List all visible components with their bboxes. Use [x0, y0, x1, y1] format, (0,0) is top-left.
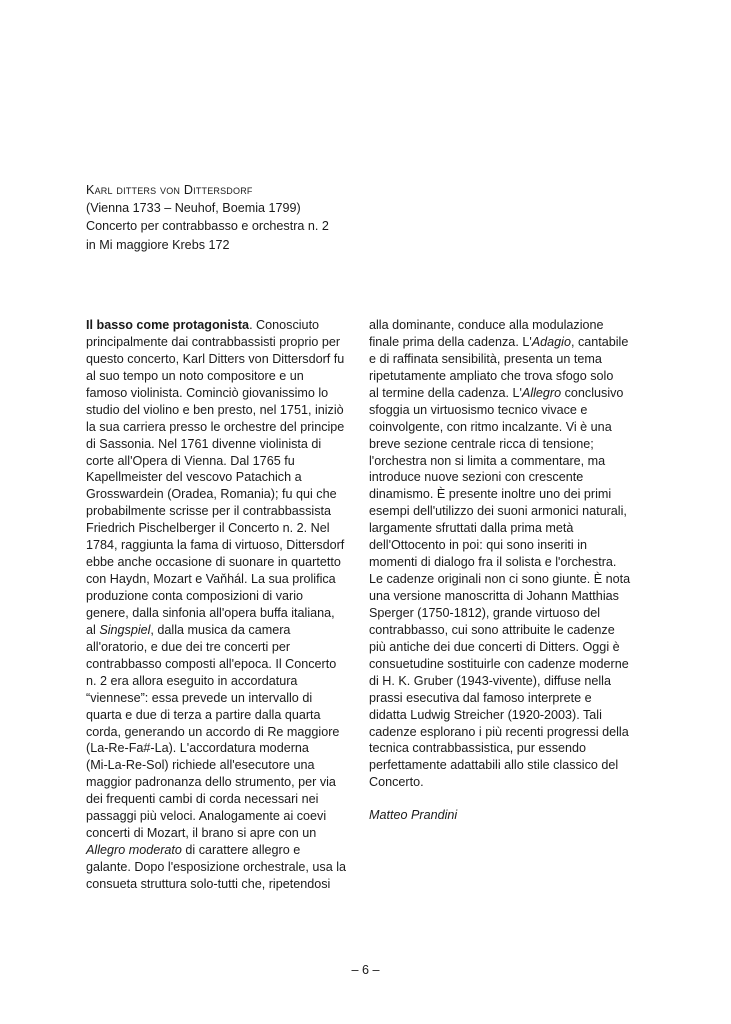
- italic-term: Allegro: [521, 385, 562, 400]
- text-line: principalmente dai contrabbassisti proprio per: [86, 334, 341, 349]
- italic-term: Adagio: [531, 334, 571, 349]
- text-line: e di raffinata sensibilità, presenta un tema: [369, 351, 602, 366]
- composer-name: [86, 181, 486, 199]
- italic-term: Singspiel: [99, 622, 151, 637]
- text-line: di H. K. Gruber (1943-vivente), diffuse nella: [369, 673, 611, 688]
- work-header: [86, 181, 486, 254]
- text-line: Sperger (1750-1812), grande virtuoso del: [369, 605, 601, 620]
- text-line: genere, dalla sinfonia all'opera buffa italiana,: [86, 605, 335, 620]
- text-line: più antiche dei due concerti di Ditters. Oggi è: [369, 639, 620, 654]
- text-line: con Haydn, Mozart e Vaňhál. La sua prolifica: [86, 572, 336, 587]
- right-column: [369, 317, 647, 824]
- section-heading: Il basso come protagonista: [86, 318, 250, 332]
- left-column: [86, 317, 358, 893]
- text-line: al suo tempo un noto compositore e un: [86, 368, 304, 383]
- text-line: Le cadenze originali non ci sono giunte. È nota: [369, 572, 631, 587]
- text-line: sfoggia un virtuosismo tecnico vivace e: [369, 402, 588, 417]
- text-line: cadenze esplorano i più recenti progressi della: [369, 724, 629, 739]
- text-line: probabilmente scrisse per il contrabbassista: [86, 504, 331, 519]
- text-line: studio del violino e ben presto, nel 1751, iniziò: [86, 402, 344, 417]
- text-line: esempi dell'utilizzo dei suoni armonici naturali,: [369, 504, 627, 519]
- text-line: quarta e due di terza a partire dalla quarta: [86, 707, 321, 722]
- text-line: di Sassonia. Nel 1761 divenne violinista di: [86, 436, 322, 451]
- text-line: al termine della cadenza. L'Allegro conclusivo: [369, 385, 624, 400]
- text-line: concerti di Mozart, il brano si apre con un: [86, 826, 317, 841]
- text-line: Il basso come protagonista. Conosciuto: [86, 318, 320, 332]
- text-line: tecnica contrabbassistica, pur essendo: [369, 741, 587, 756]
- text-line: 1784, raggiunta la fama di virtuoso, Dittersdorf: [86, 538, 345, 553]
- text-line: dei frequenti cambi di corda necessari nei: [86, 792, 319, 807]
- text-line: introduce nuove sezioni con crescente: [369, 470, 584, 485]
- work-title-line-1: Concerto per contrabbasso e orchestra n. 2: [86, 219, 329, 234]
- text-line: Allegro moderato di carattere allegro e: [86, 843, 301, 858]
- text-line: famoso violinista. Cominciò giovanissimo lo: [86, 385, 329, 400]
- text-line: Friedrich Pischelberger il Concerto n. 2. Nel: [86, 521, 330, 536]
- text-line: alla dominante, conduce alla modulazione: [369, 318, 604, 332]
- italic-term: Allegro moderato: [86, 843, 182, 858]
- text-line: momenti di dialogo fra il solista e l'orchestra.: [369, 555, 617, 570]
- page-number: – 6 –: [351, 963, 380, 977]
- text-line: consuetudine sostituirle con cadenze moderne: [369, 656, 629, 671]
- text-line: didatta Ludwig Streicher (1920-2003). Tali: [369, 707, 602, 722]
- text-line: Kapellmeister del vescovo Patachich a: [86, 470, 302, 485]
- text-line: dell'Ottocento in poi: qui sono inseriti in: [369, 538, 588, 553]
- text-line: ebbe anche occasione di suonare in quartetto: [86, 555, 341, 570]
- text-line: n. 2 era allora eseguito in accordatura: [86, 673, 298, 688]
- text-line: galante. Dopo l'esposizione orchestrale, usa la: [86, 860, 347, 874]
- text-line: finale prima della cadenza. L'Adagio, cantabile: [369, 334, 629, 349]
- text-line: (Mi-La-Re-Sol) richiede all'esecutore una: [86, 758, 315, 773]
- text-line: contrabbasso, cui sono attribuite le cadenze: [369, 622, 615, 637]
- composer-name-first: Karl ditters von: [86, 183, 184, 197]
- text-line: passaggi più veloci. Analogamente ai coevi: [86, 809, 327, 824]
- text-line: breve sezione centrale ricca di tensione;: [369, 436, 594, 451]
- text-line: largamente sfruttati dalla prima metà: [369, 521, 574, 536]
- work-title-line-2: in Mi maggiore Krebs 172: [86, 237, 230, 252]
- text-line: l'orchestra non si limita a commentare, ma: [369, 453, 606, 468]
- text-line: all'oratorio, e due dei tre concerti per: [86, 639, 291, 654]
- text-line: prassi esecutiva dal famoso interprete e: [369, 690, 592, 705]
- text-line: maggior padronanza dello strumento, per via: [86, 775, 336, 790]
- text-line: la sua carriera presso le orchestre del principe: [86, 419, 345, 434]
- text-line: corda, generando un accordo di Re maggiore: [86, 724, 340, 739]
- text-line: contrabbasso composti all'epoca. Il Concerto: [86, 656, 337, 671]
- text-line: coinvolgente, con ritmo incalzante. Vi è una: [369, 419, 612, 434]
- composer-dates: (Vienna 1733 – Neuhof, Boemia 1799): [86, 201, 301, 216]
- text-line: perfettamente adattabili allo stile classico del: [369, 758, 619, 773]
- text-line: al Singspiel, dalla musica da camera: [86, 622, 291, 637]
- text-line: Grosswardein (Oradea, Romania); fu qui che: [86, 487, 337, 502]
- text-line: consueta struttura solo-tutti che, ripetendosi: [86, 876, 331, 891]
- text-line: corte all'Opera di Vienna. Dal 1765 fu: [86, 453, 295, 468]
- composer-name-last: Dittersdorf: [183, 183, 253, 197]
- text-line: dinamismo. È presente inoltre uno dei primi: [369, 487, 612, 502]
- text-line: “viennese”: essa prevede un intervallo di: [86, 690, 313, 705]
- text-line: una versione manoscritta di Johann Matthias: [369, 589, 619, 603]
- text-line: questo concerto, Karl Ditters von Dittersdorf fu: [86, 351, 345, 366]
- text-line: (La-Re-Fa#-La). L'accordatura moderna: [86, 741, 309, 756]
- text-line: ripetutamente ampliato che trova sfogo solo: [369, 368, 614, 383]
- text-line: Concerto.: [369, 775, 424, 790]
- author-signature: Matteo Prandini: [369, 808, 458, 823]
- text-line: produzione conta composizioni di vario: [86, 589, 304, 603]
